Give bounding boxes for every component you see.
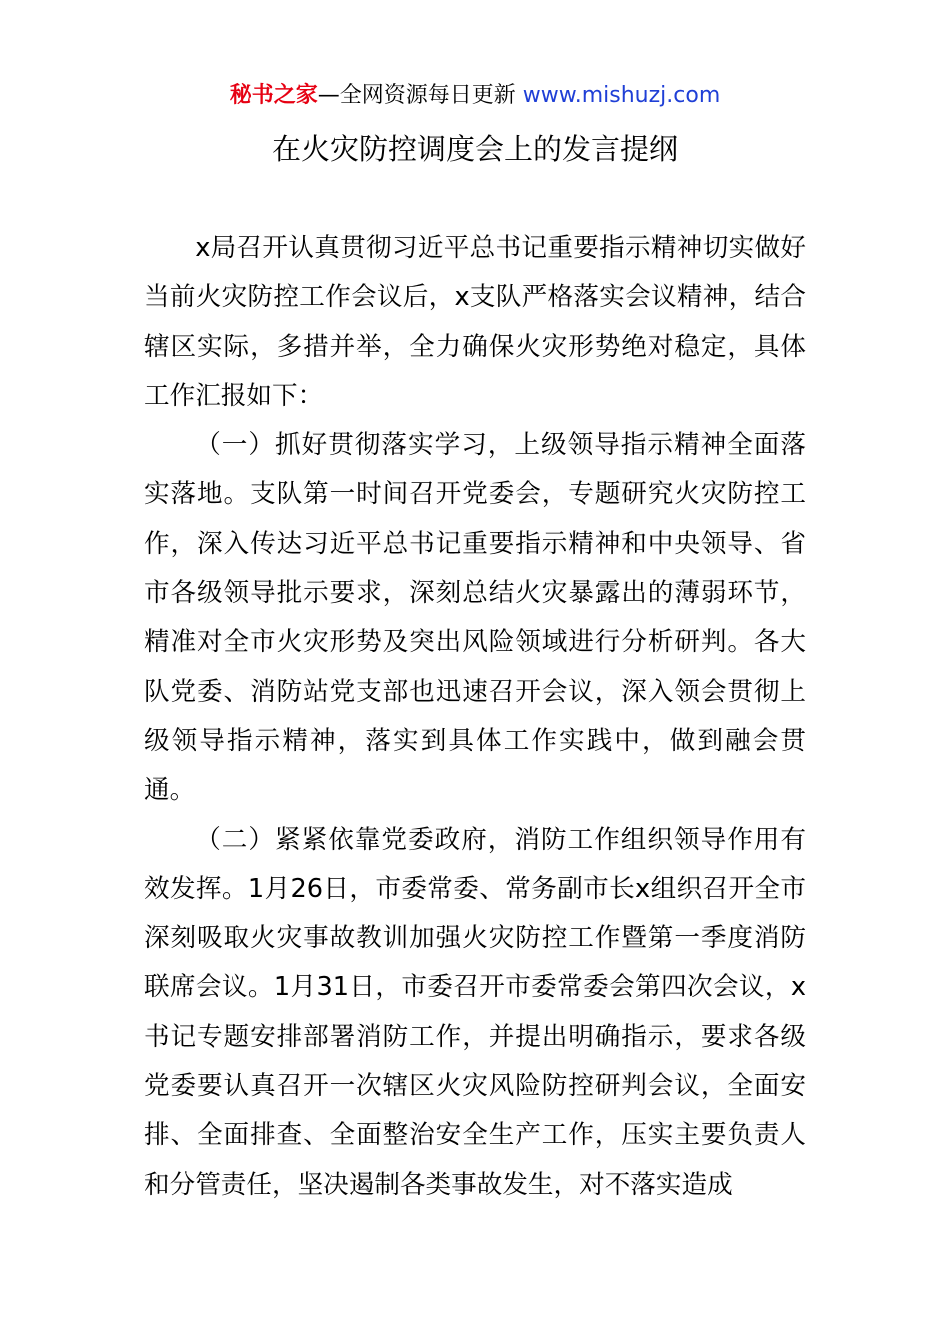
document-body bbox=[144, 224, 806, 1210]
paragraph-section-1: （一）抓好贯彻落实学习，上级领导指示精神全面落实落地。支队第一时间召开党委会，专题研究火灾防控工作，深入传达习近平总书记重要指示精神和中央领导、省市各级领导批示要求，深刻总结火灾暴露出的薄弱环节，精准对全市火灾形势及突出风险领域进行分析研判。各大队党委、消防站党支部也迅速召开会议，深入领会贯彻上级领导指示精神，落实到具体工作实践中，做到融会贯通。 bbox=[144, 430, 806, 806]
site-header bbox=[0, 80, 950, 112]
header-slogan: —全网资源每日更新 bbox=[317, 83, 523, 108]
paragraph-section-2: （二）紧紧依靠党委政府，消防工作组织领导作用有效发挥。1月26日，市委常委、常务副市长x组织召开全市深刻吸取火灾事故教训加强火灾防控工作暨第一季度消防联席会议。1月31日，市委召开市委常委会第四次会议，x书记专题安排部署消防工作，并提出明确指示，要求各级党委要认真召开一次辖区火灾风险防控研判会议，全面安排、全面排查、全面整治安全生产工作，压实主要负责人和分管责任，坚决遏制各类事故发生，对不落实造成 bbox=[144, 824, 806, 1200]
paragraph-intro: x局召开认真贯彻习近平总书记重要指示精神切实做好当前火灾防控工作会议后，x支队严格落实会议精神，结合辖区实际，多措并举，全力确保火灾形势绝对稳定，具体工作汇报如下： bbox=[144, 233, 806, 411]
document-title: 在火灾防控调度会上的发言提纲 bbox=[271, 132, 678, 166]
site-url-link[interactable]: www.mishuzj.com bbox=[522, 83, 721, 108]
brand-name: 秘书之家 bbox=[229, 83, 318, 108]
